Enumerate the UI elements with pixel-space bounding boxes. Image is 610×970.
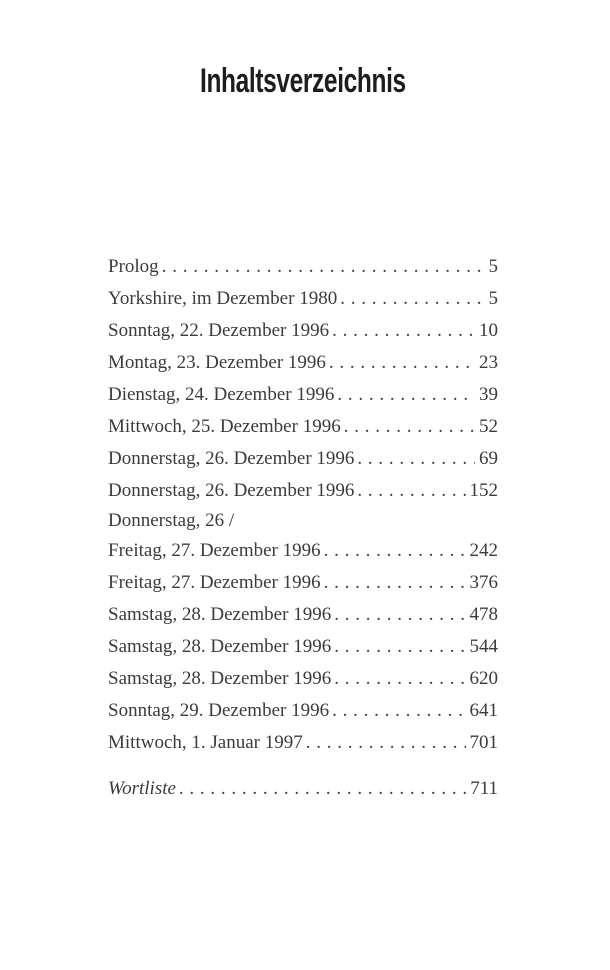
- dot-leader: [162, 256, 485, 278]
- entry-label: Samstag, 28. Dezember 1996: [108, 636, 332, 657]
- entry-page-number: 5: [488, 256, 498, 277]
- dot-leader: [306, 732, 466, 754]
- toc-entry: [108, 480, 498, 502]
- toc-entry: [108, 572, 498, 594]
- dot-leader: [324, 540, 466, 562]
- dot-leader: [179, 778, 466, 800]
- toc-entry: [108, 448, 498, 470]
- dot-leader: [334, 636, 465, 658]
- toc-entry: [108, 256, 498, 278]
- entry-page-number: 701: [469, 732, 498, 753]
- entry-label: Freitag, 27. Dezember 1996: [108, 540, 321, 561]
- entry-page-number: 478: [469, 604, 498, 625]
- toc-entry-split-first-line: [108, 510, 498, 532]
- content-column: [108, 0, 498, 810]
- entry-label: Sonntag, 22. Dezember 1996: [108, 320, 330, 341]
- entry-label: Mittwoch, 1. Januar 1997: [108, 732, 303, 753]
- toc-entry: [108, 668, 498, 690]
- entry-label: Donnerstag, 26. Dezember 1996: [108, 448, 355, 469]
- dot-leader: [337, 384, 475, 406]
- toc-entry-split-second-line: [108, 540, 498, 562]
- entry-page-number: 23: [479, 352, 498, 373]
- toc-entry: [108, 700, 498, 722]
- dot-leader: [357, 480, 465, 502]
- dot-leader: [357, 448, 475, 470]
- dot-leader: [334, 668, 465, 690]
- entry-label: Donnerstag, 26. Dezember 1996: [108, 480, 355, 501]
- entry-label: Dienstag, 24. Dezember 1996: [108, 384, 335, 405]
- page-title: Inhaltsverzeichnis: [200, 62, 406, 100]
- entry-label: Samstag, 28. Dezember 1996: [108, 604, 332, 625]
- dot-leader: [329, 352, 475, 374]
- entry-page-number: 52: [479, 416, 498, 437]
- entry-page-number: 620: [469, 668, 498, 689]
- page-title-wrap: [108, 62, 498, 100]
- toc-entry: [108, 320, 498, 342]
- entry-label: Mittwoch, 25. Dezember 1996: [108, 416, 341, 437]
- toc-entry: [108, 636, 498, 658]
- dot-leader: [340, 288, 484, 310]
- entry-label: Sonntag, 29. Dezember 1996: [108, 700, 330, 721]
- toc-entry: [108, 732, 498, 754]
- table-of-contents: [108, 256, 498, 800]
- dot-leader: [324, 572, 466, 594]
- dot-leader: [332, 700, 465, 722]
- toc-entry: [108, 384, 498, 406]
- toc-entry-wortliste: [108, 778, 498, 800]
- entry-page-number: 39: [479, 384, 498, 405]
- entry-label: Freitag, 27. Dezember 1996: [108, 572, 321, 593]
- toc-entry: [108, 352, 498, 374]
- dot-leader: [332, 320, 475, 342]
- toc-entry: [108, 288, 498, 310]
- entry-label: Yorkshire, im Dezember 1980: [108, 288, 338, 309]
- entry-page-number: 10: [479, 320, 498, 341]
- entry-page-number: 152: [469, 480, 498, 501]
- entry-page-number: 544: [469, 636, 498, 657]
- entry-page-number: 69: [479, 448, 498, 469]
- entry-page-number: 376: [469, 572, 498, 593]
- toc-entry: [108, 604, 498, 626]
- entry-label: Prolog: [108, 256, 159, 277]
- entry-label: Samstag, 28. Dezember 1996: [108, 668, 332, 689]
- entry-page-number: 5: [488, 288, 498, 309]
- entry-page-number: 242: [469, 540, 498, 561]
- entry-page-number: 711: [470, 778, 498, 799]
- dot-leader: [344, 416, 475, 438]
- entry-label: Montag, 23. Dezember 1996: [108, 352, 326, 373]
- entry-label: Donnerstag, 26 /: [108, 510, 235, 531]
- dot-leader: [334, 604, 465, 626]
- entry-label: Wortliste: [108, 778, 176, 799]
- toc-entry: [108, 416, 498, 438]
- entry-page-number: 641: [469, 700, 498, 721]
